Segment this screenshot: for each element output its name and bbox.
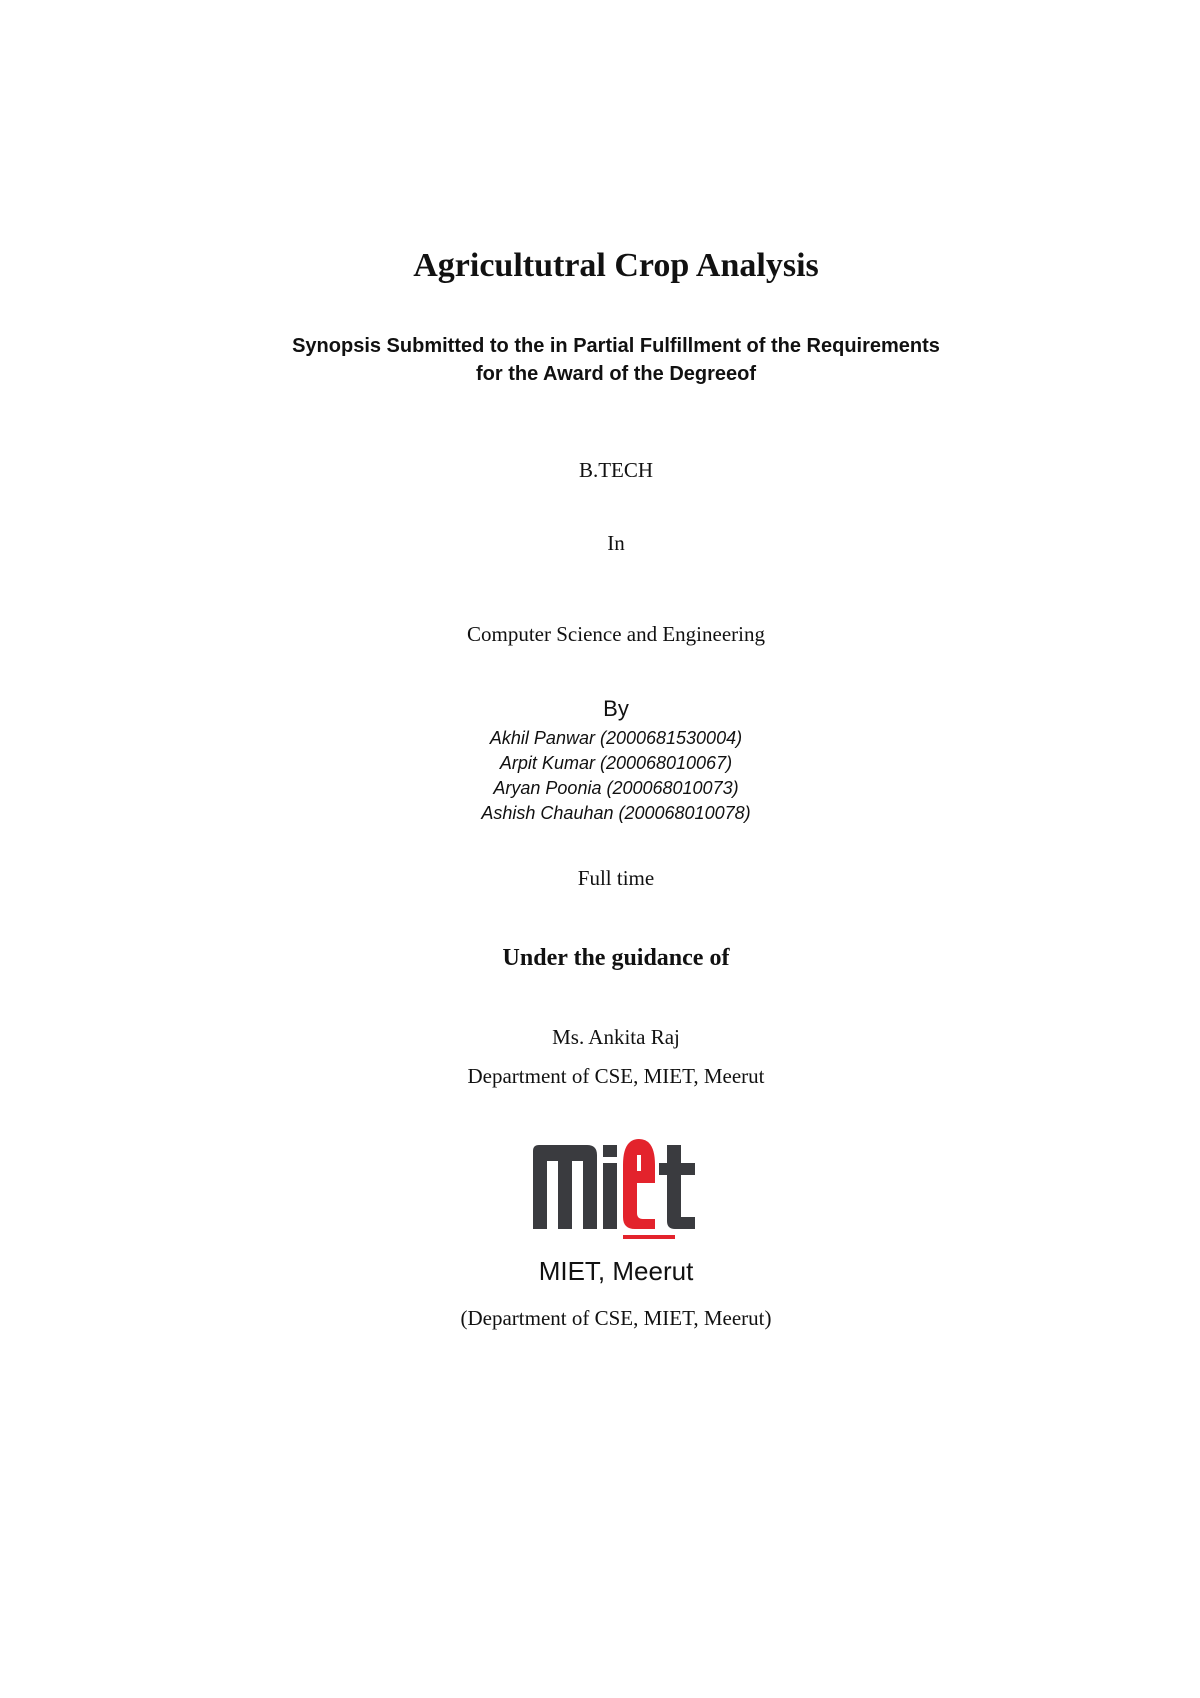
in-label: In [607, 531, 625, 555]
miet-logo [531, 1133, 697, 1241]
by-label: By [603, 696, 629, 721]
logo-letter-m [533, 1145, 597, 1229]
synopsis-line-2: for the Award of the Degreeof [475, 363, 757, 385]
logo-letter-i-stem [603, 1163, 617, 1229]
guidance-heading: Under the guidance of [502, 945, 730, 971]
logo-letter-e [623, 1139, 655, 1229]
document-title: Agricultutral Crop Analysis [413, 247, 819, 284]
author-item: Aryan Poonia (200068010073) [493, 778, 739, 798]
institute-name: MIET, Meerut [538, 1256, 694, 1286]
institute-department: (Department of CSE, MIET, Meerut) [460, 1306, 772, 1330]
logo-underline [623, 1235, 675, 1239]
logo-letter-i-dot [603, 1145, 617, 1157]
synopsis-line-1: Synopsis Submitted to the in Partial Fulfillment of the Requirements [292, 335, 940, 357]
author-item: Akhil Panwar (2000681530004) [489, 728, 743, 748]
guide-department: Department of CSE, MIET, Meerut [467, 1064, 765, 1088]
degree-name: B.TECH [578, 458, 654, 482]
study-mode: Full time [577, 866, 655, 890]
author-item: Ashish Chauhan (200068010078) [481, 803, 751, 823]
logo-letter-t [659, 1145, 695, 1229]
guide-name: Ms. Ankita Raj [552, 1025, 680, 1049]
author-list [0, 726, 1200, 826]
branch-name: Computer Science and Engineering [467, 622, 765, 646]
synopsis-statement [0, 332, 1200, 388]
author-item: Arpit Kumar (200068010067) [499, 753, 733, 773]
